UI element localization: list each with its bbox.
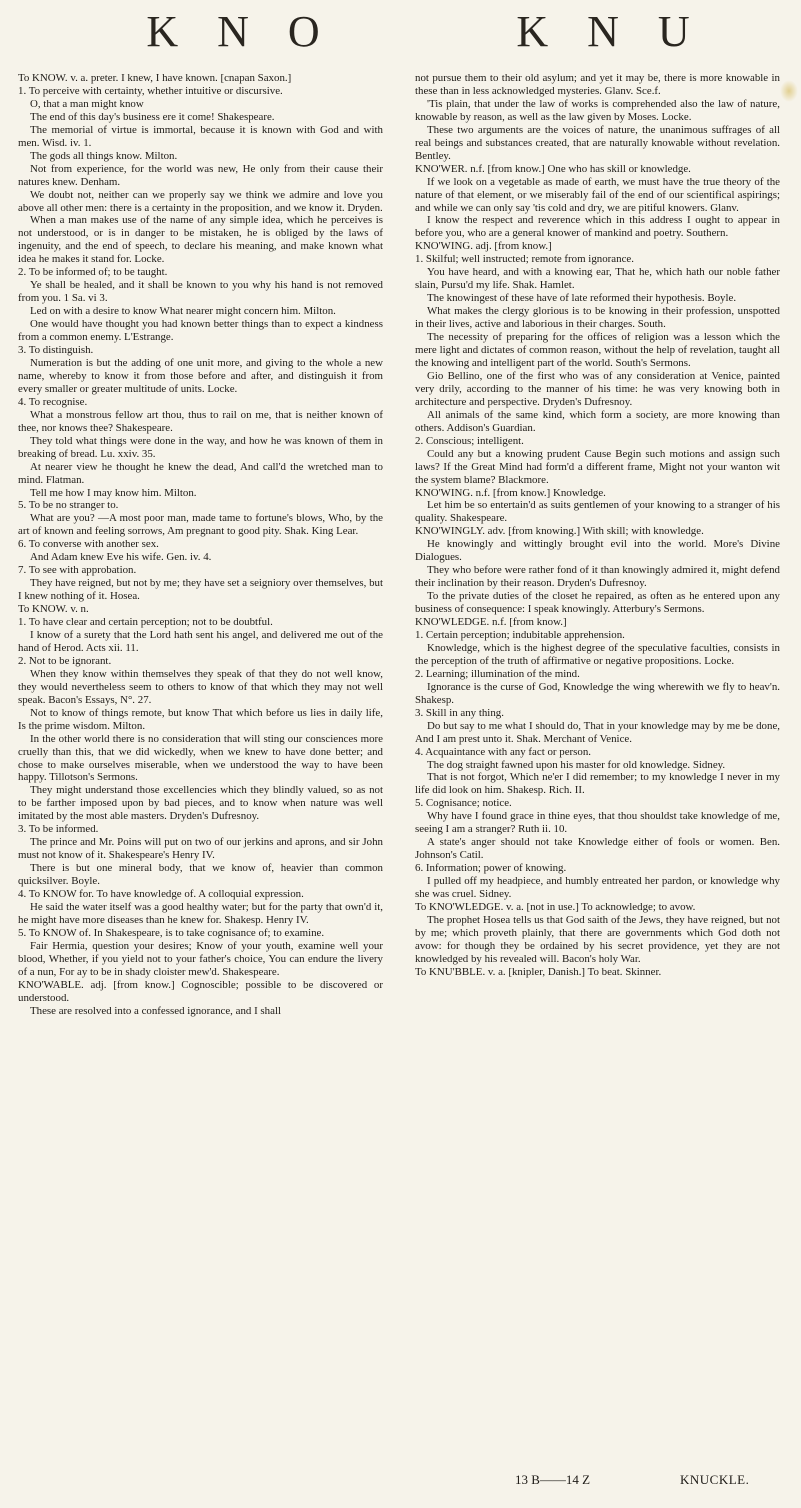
quotation-line: The memorial of virtue is immortal, because it is known with God and with men. Wisd. iv. 1. [18, 123, 383, 149]
entry-line: 7. To see with approbation. [18, 564, 137, 577]
quotation-line: Not to know of things remote, but know That which before us lies in daily life, Is the prime wisdom. Milton. [18, 706, 383, 732]
entry-line: 1. Skilful; well instructed; remote from ignorance. [415, 253, 634, 266]
entry-line: not pursue them to their old asylum; and yet it may be, there is more knowable in these than in less acknowledged mysteries. Glanv. Sce.f. [415, 72, 780, 97]
quotation-line: I know of a surety that the Lord hath sent his angel, and delivered me out of the hand of Herod. Acts xii. 11. [18, 628, 383, 654]
quotation-line: Knowledge, which is the highest degree of the speculative faculties, consists in the perception of the truth of affirmative or negative propositions. Locke. [415, 641, 780, 667]
paper-stain [780, 80, 798, 102]
entry-line: 5. To KNOW of. In Shakespeare, is to take cognisance of; to examine. [18, 926, 325, 939]
entry-line: KNO'WABLE. adj. [from know.] Cognoscible; possible to be discovered or understood. [18, 978, 383, 1004]
entry-line: To KNO'WLEDGE. v. a. [not in use.] To acknowledge; to avow. [415, 901, 696, 913]
quotation-line: To the private duties of the closet he repaired, as often as he entered upon any business of consequence: I speak knowingly. Atterbury's Sermons. [415, 590, 780, 616]
quotation-line: What are you? —A most poor man, made tame to fortune's blows, Who, by the art of known and feeling sorrows, Am pregnant to good pity. Shak. King Lear. [18, 512, 383, 538]
catchword: KNUCKLE. [680, 1472, 750, 1487]
quotation-line: One would have thought you had known better things than to expect a kindness from a common enemy. L'Estrange. [18, 318, 383, 344]
quotation-line: Could any but a knowing prudent Cause Begin such motions and assign such laws? If the Great Mind had form'd a different frame, Might not your wanton wit the system blame? Blackmore. [415, 447, 780, 486]
quotation-line: A state's anger should not take Knowledge either of fools or women. Ben. Johnson's Catil. [415, 836, 780, 862]
quotation-line: These are resolved into a confessed ignorance, and I shall [30, 1004, 281, 1017]
entry-line: 3. Skill in any thing. [415, 706, 504, 719]
entry-line: 5. Cognisance; notice. [415, 797, 512, 810]
quotation-line: These two arguments are the voices of nature, the unanimous suffrages of all real beings and substances created, that are naturally knowable without revelation. Bentley. [415, 123, 780, 162]
entry-line: KNO'WLEDGE. n.f. [from know.] [415, 616, 567, 629]
entry-line: To KNOW. v. n. [18, 603, 89, 616]
quotation-line: The dog straight fawned upon his master for old knowledge. Sidney. [427, 758, 726, 771]
quotation-line: What a monstrous fellow art thou, thus to rail on me, that is neither known of thee, nor knows thee? Shakespeare. [18, 408, 383, 434]
quotation-line: Not from experience, for the world was new, He only from their cause their natures knew. Denham. [18, 162, 383, 188]
quotation-line: 'Tis plain, that under the law of works is comprehended also the law of nature, knowable by reason, as well as the law given by Moses. Locke. [415, 97, 780, 123]
quotation-line: The prophet Hosea tells us that God saith of the Jews, they have reigned, but not by me; which proveth plainly, that there are governments which God doth not avow: for though they be ordained by his secret providence, yet they are not knowledged by his revealed will. Bacon's holy War. [415, 913, 780, 965]
quotation-line: Do but say to me what I should do, That in your knowledge may by me be done, And I am prest unto it. Shak. Merchant of Venice. [415, 719, 780, 745]
entry-line: 4. Acquaintance with any fact or person. [415, 745, 592, 758]
entry-line: To KNU'BBLE. v. a. [knipler, Danish.] To beat. Skinner. [415, 965, 662, 978]
entry-line: 2. Conscious; intelligent. [415, 434, 524, 447]
entry-line: 2. Not to be ignorant. [18, 654, 112, 667]
signature-mark: 13 B——14 Z [515, 1472, 591, 1487]
right-column [415, 72, 780, 1462]
quotation-line: They have reigned, but not by me; they have set a seigniory over themselves, but I knew nothing of it. Hosea. [18, 577, 383, 603]
quotation-line: Fair Hermia, question your desires; Know of your youth, examine well your blood, Whether, if you yield not to your father's choice, You can endure the livery of a nun, For ay to be in shady cloister mew'd. Shakespeare. [18, 939, 383, 978]
quotation-line: Why have I found grace in thine eyes, that thou shouldst take knowledge of me, seeing I am a stranger? Ruth ii. 10. [415, 810, 780, 836]
quotation-line: You have heard, and with a knowing ear, That he, which hath our noble father slain, Pursu'd my life. Shak. Hamlet. [415, 266, 780, 292]
quotation-line: In the other world there is no consideration that will sting our consciences more cruelly than this, that we did wickedly, when we knew to have done better; and chose to make ourselves miserable, when we understood the way to have been happy. Tillotson's Sermons. [18, 732, 383, 784]
quotation-line: He knowingly and wittingly brought evil into the world. More's Divine Dialogues. [415, 538, 780, 564]
quotation-line: We doubt not, neither can we properly say we think we admire and love you above all other men: there is a certainty in the proposition, and we know it. Dryden. [18, 188, 383, 214]
entry-line: 1. To have clear and certain perception; not to be doubtful. [18, 616, 273, 629]
quotation-line: They might understand those excellencies which they blindly valued, so as not to be farther imposed upon by bad pieces, and to know when nature was well imitated by the most able masters. Dryden's Dufresnoy. [18, 784, 383, 823]
quotation-line: Ye shall be healed, and it shall be known to you why his hand is not removed from you. 1 Sa. vi 3. [18, 279, 383, 305]
quotation-line: They told what things were done in the way, and how he was known of them in breaking of bread. Lu. xxiv. 35. [18, 434, 383, 460]
entry-line: 3. To be informed. [18, 823, 99, 836]
page-footer [0, 1472, 801, 1492]
entry-line: 1. Certain perception; indubitable apprehension. [415, 628, 625, 641]
running-head-right: K N U [516, 7, 704, 56]
quotation-line: The necessity of preparing for the offices of religion was a lesson which the mere light and dictates of common reason, without the help of revelation, taught all the knowing and intelligent part of the world. South's Sermons. [415, 331, 780, 369]
quotation-line: The gods all things know. Milton. [30, 149, 178, 162]
quotation-line: O, that a man might know [30, 97, 144, 110]
quotation-line: There is but one mineral body, that we know of, heavier than common quicksilver. Boyle. [18, 862, 383, 888]
entry-line: 4. To recognise. [18, 395, 88, 408]
entry-line: KNO'WER. n.f. [from know.] One who has skill or knowledge. [415, 162, 691, 175]
quotation-line: Ignorance is the curse of God, Knowledge the wing wherewith we fly to heav'n. Shakesp. [415, 680, 780, 706]
entry-line: 2. To be informed of; to be taught. [18, 266, 168, 279]
quotation-line: All animals of the same kind, which form a society, are more knowing than others. Addison's Guardian. [415, 408, 780, 434]
left-column [18, 72, 383, 1462]
entry-line: 5. To be no stranger to. [18, 499, 119, 512]
entry-line: 2. Learning; illumination of the mind. [415, 667, 580, 680]
quotation-line: I know the respect and reverence which in this address I ought to appear in before you, who are a general knower of mankind and poetry. Southern. [415, 214, 780, 240]
quotation-line: Let him be so entertain'd as suits gentlemen of your knowing to a stranger of his quality. Shakespeare. [415, 499, 780, 525]
quotation-line: Numeration is but the adding of one unit more, and giving to the whole a new name, whereby to know it from those before and after, and distinguish it from every smaller or greater multitude of units. Locke. [18, 356, 383, 395]
quotation-line: At nearer view he thought he knew the dead, And call'd the wretched man to mind. Flatman. [18, 460, 383, 486]
quotation-line: The end of this day's business ere it come! Shakespeare. [30, 110, 275, 123]
entry-line: 6. Information; power of knowing. [415, 862, 567, 875]
quotation-line: They who before were rather fond of it than knowingly admired it, might defend their inclination by their reason. Dryden's Dufresnoy. [415, 564, 780, 590]
entry-line: KNO'WINGLY. adv. [from knowing.] With skill; with knowledge. [415, 525, 704, 538]
entry-line: To KNOW. v. a. preter. I knew, I have known. [cnapan Saxon.] [18, 72, 292, 84]
entry-line: 6. To converse with another sex. [18, 538, 159, 551]
entry-line: 3. To distinguish. [18, 344, 94, 357]
quotation-line: And Adam knew Eve his wife. Gen. iv. 4. [30, 551, 212, 564]
quotation-line: He said the water itself was a good healthy water; but for the party that own'd it, he might have more diseases than he knew for. Shakesp. Henry IV. [18, 901, 383, 926]
entry-line: 4. To KNOW for. To have knowledge of. A colloquial expression. [18, 888, 304, 901]
quotation-line: I pulled off my headpiece, and humbly entreated her pardon, or knowledge why she was cruel. Sidney. [415, 875, 780, 901]
page-header [0, 6, 801, 66]
entry-line: KNO'WING. n.f. [from know.] Knowledge. [415, 486, 606, 499]
quotation-line: Gio Bellino, one of the first who was of any consideration at Venice, painted very drily, according to the manner of his time: he was very knowing both in architecture and perspective. Dryden's Dufresnoy. [415, 369, 780, 408]
quotation-line: When they know within themselves they speak of that they do not well know, they would nevertheless seem to others to know of that which they may not well speak. Bacon's Essays, N°. 27. [18, 667, 383, 706]
quotation-line: That is not forgot, Which ne'er I did remember; to my knowledge I never in my life did look on him. Shakesp. Rich. II. [415, 771, 780, 797]
running-head-left: K N O [146, 7, 334, 56]
quotation-line: Tell me how I may know him. Milton. [30, 486, 197, 499]
entry-line: 1. To perceive with certainty, whether intuitive or discursive. [18, 84, 283, 97]
quotation-line: What makes the clergy glorious is to be knowing in their profession, unspotted in their lives, active and laborious in their charges. South. [415, 305, 780, 331]
quotation-line: The prince and Mr. Poins will put on two of our jerkins and aprons, and sir John must not know of it. Shakespeare's Henry IV. [18, 836, 383, 862]
quotation-line: Led on with a desire to know What nearer might concern him. Milton. [30, 305, 336, 318]
entry-line: KNO'WING. adj. [from know.] [415, 240, 552, 253]
quotation-line: When a man makes use of the name of any simple idea, which he perceives is not understood, or is in danger to be mistaken, he is obliged by the laws of ingenuity, and the end of speech, to declare his meaning, and make known what idea he makes it stand for. Locke. [18, 214, 383, 266]
quotation-line: The knowingest of these have of late reformed their hypothesis. Boyle. [427, 292, 737, 305]
quotation-line: If we look on a vegetable as made of earth, we must have the true theory of the nature of that element, or we miserably fail of the end of our scientifical aspirings; and while we can only say 'tis cold and dry, we are pitiful knowers. Glanv. [415, 175, 780, 214]
